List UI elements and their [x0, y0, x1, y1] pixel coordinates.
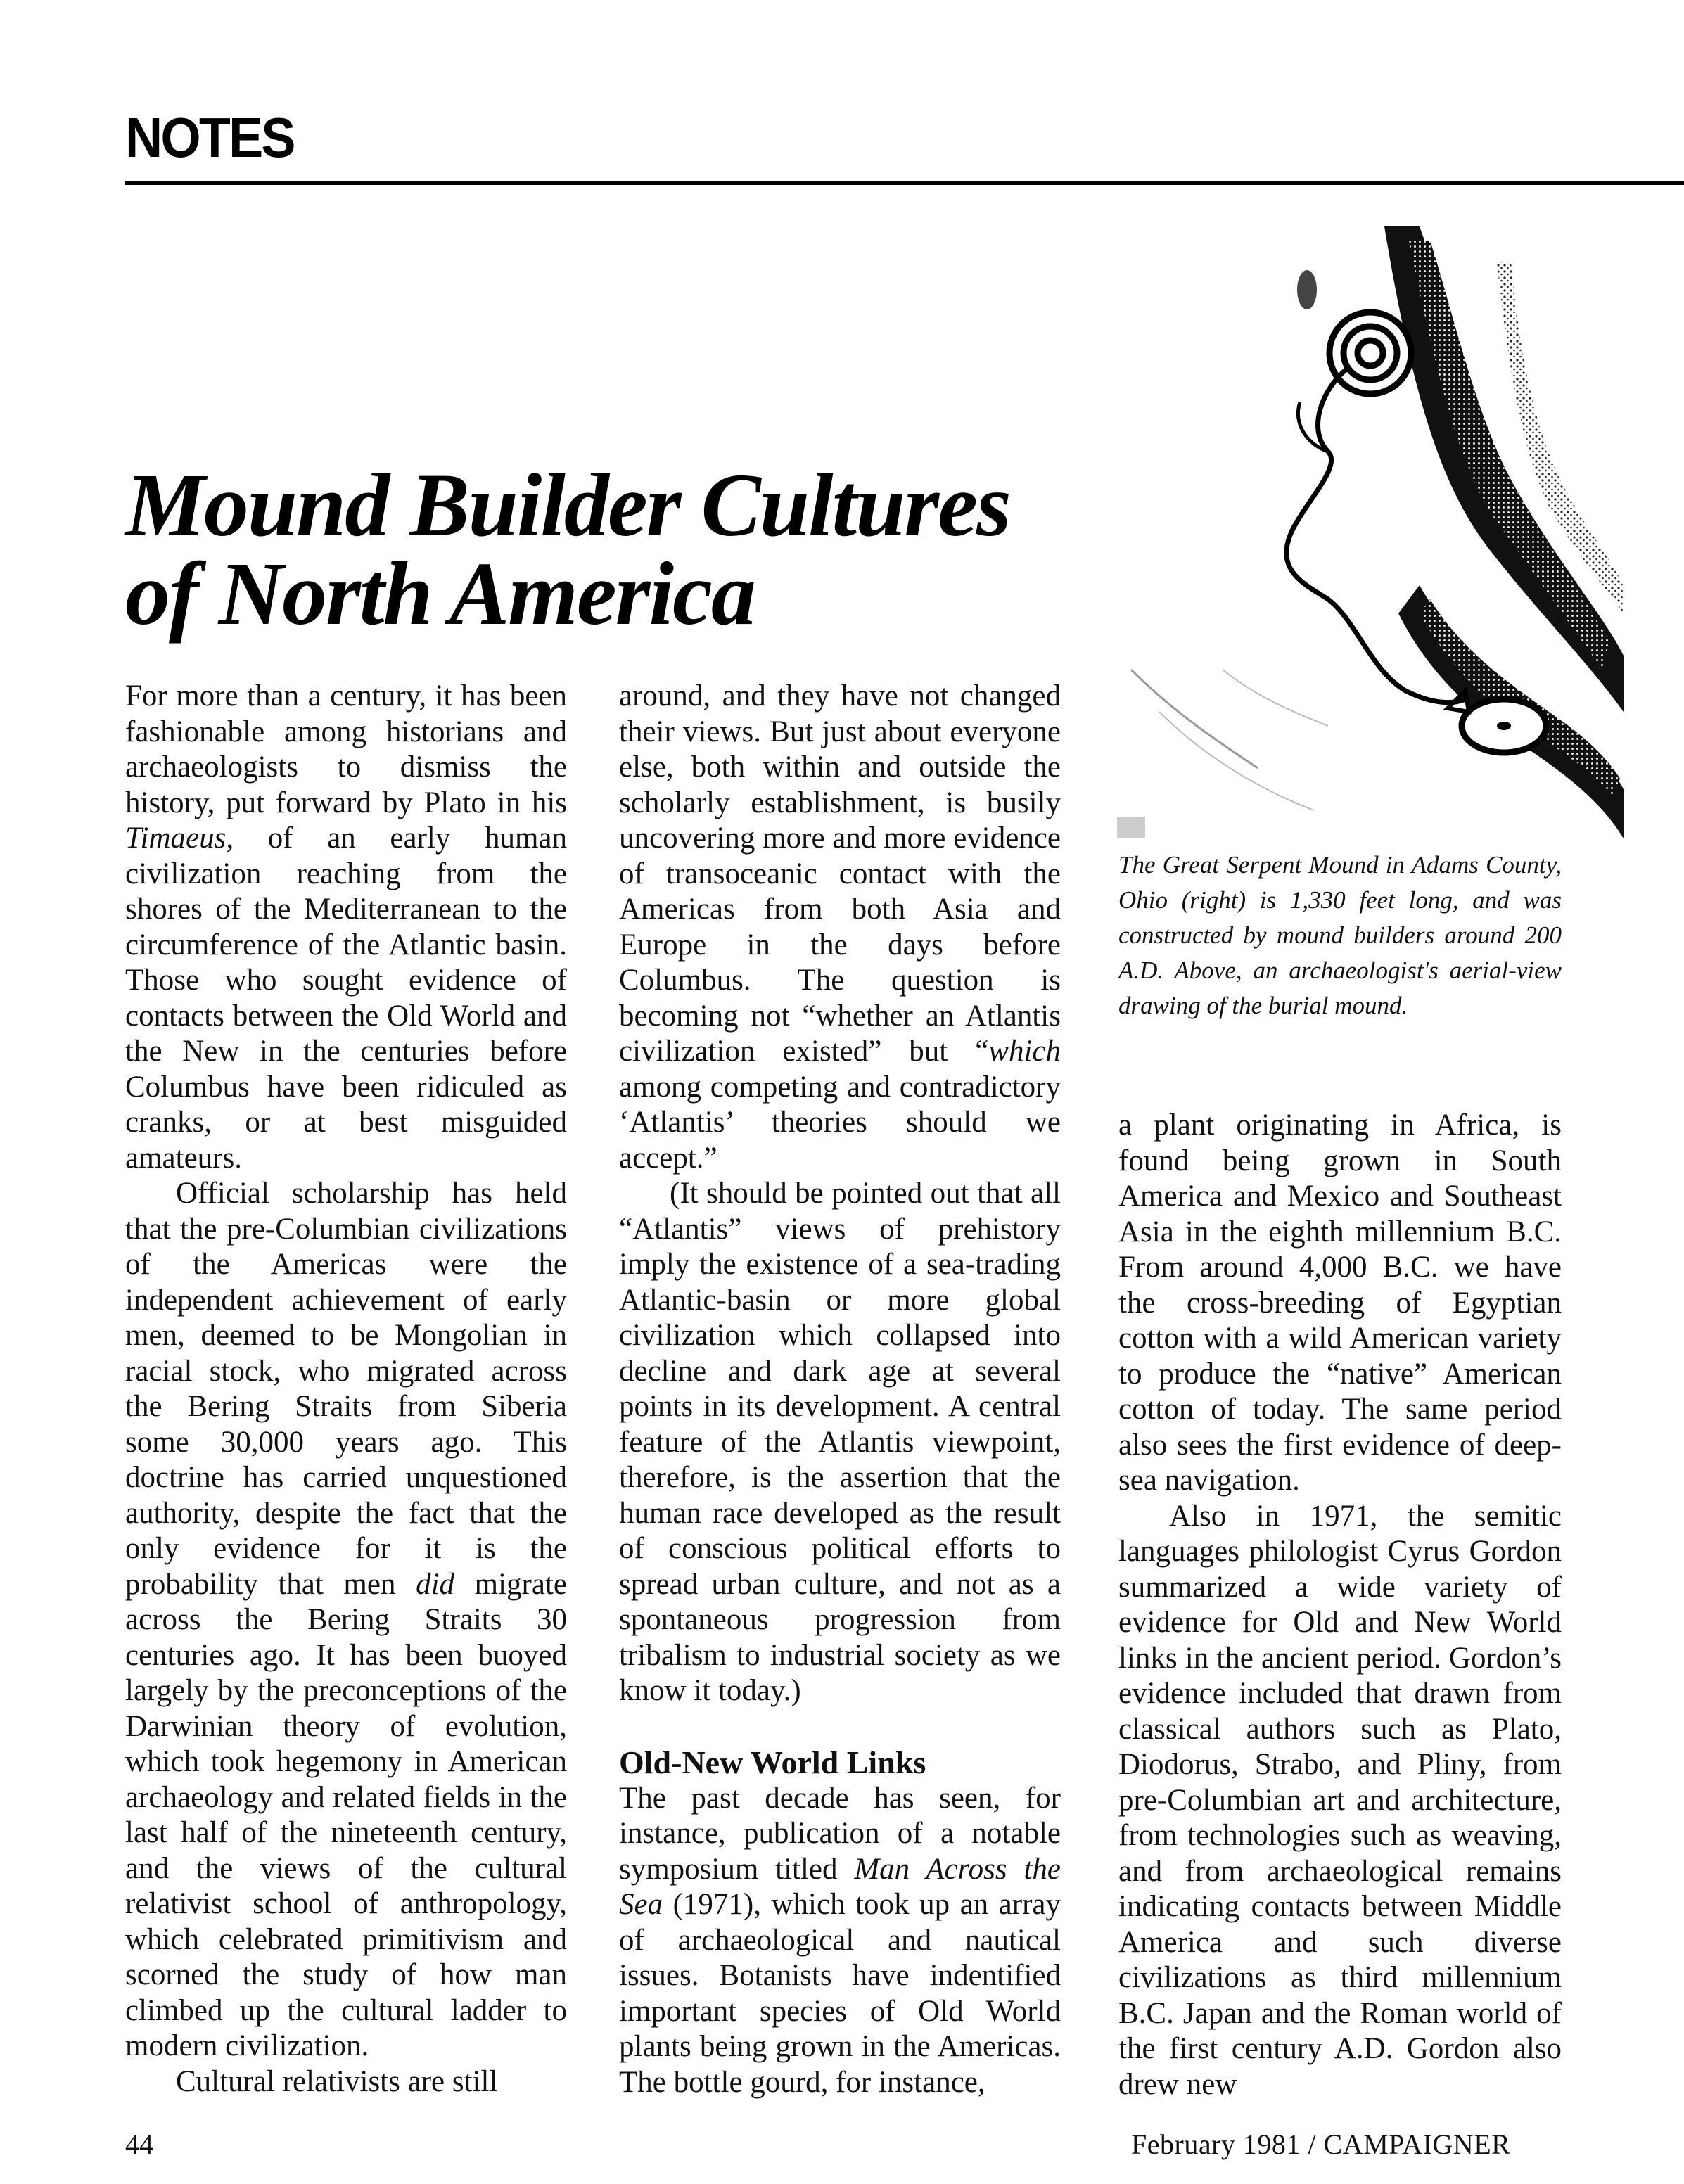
header-rule [125, 181, 1684, 185]
paragraph [125, 679, 567, 1176]
paragraph: Cultural relativists are still [176, 2064, 498, 2098]
text-run: (1971), which took up an array of archaeological and nautical issues. Botanists have indentified important species of Old World plants being grown in the Americas. The bottle gourd, for instance, [619, 1888, 1061, 2099]
text-run: around, and they have not changed their views. But just about everyone else, both within and outside the scholarly establishment, is busily uncovering more and more evidence of transoceanic contact with the Americas from both Asia and Europe in the days before Columbus. The question is becoming not “whether an Atlantis civilization existed” but “ [619, 679, 1061, 1068]
text-run: of an early human civilization reaching from the shores of the Mediterranean to the circumference of the Atlantic basin. Those who sought evidence of contacts between the Old World and the New in the centuries before Columbus have been ridiculed as cranks, or at best misguided amateurs. [125, 822, 567, 1175]
article-title [125, 455, 1124, 644]
column-1 [125, 679, 567, 2100]
text-run: The past decade has seen, for instance, publication of a notable symposium titled [619, 1781, 1061, 1886]
serpent-mound-illustration [1117, 219, 1624, 838]
emphasis: did [416, 1567, 455, 1601]
issue-label: February 1981 / CAMPAIGNER [1131, 2128, 1511, 2160]
text-run: For more than a century, it has been fashionable among historians and archaeologists to dismiss the history, put forward by Plato in his [125, 679, 567, 819]
figure-caption: The Great Serpent Mound in Adams County, Ohio (right) is 1,330 feet long, and was constructed by mound builders around 200 A.D. Above, an archaeologist's aerial-view drawing of the burial mound. [1118, 851, 1562, 1019]
emphasis: Timaeus, [125, 822, 234, 855]
emphasis: which [988, 1035, 1061, 1068]
text-run: Official scholarship has held that the pre-Columbian civilizations of the Americas were the independent achievement of early men, deemed to be Mongolian in racial stock, who migrated across the Bering Straits from Siberia some 30,000 years ago. This doctrine has carried unquestioned authority, despite the fact that the only evidence for it is the probability that men [125, 1177, 567, 1601]
paragraph [619, 679, 1061, 1176]
page-number: 44 [125, 2128, 153, 2160]
column-2 [619, 679, 1061, 2100]
title-line-2: of North America [125, 544, 755, 644]
emphasis: Man Across the Sea [619, 1852, 1061, 1921]
column-3 [1118, 1108, 1562, 2102]
section-label: NOTES [125, 106, 294, 169]
paragraph: (It should be pointed out that all “Atlantis” views of prehistory imply the existence of a sea-trading Atlantic-basin or more global civilization which collapsed into decline and dark age at several points in its development. A central feature of the Atlantis viewpoint, therefore, is the assertion that the human race developed as the result of conscious political efforts to spread urban culture, and not as a spontaneous progression from tribalism to industrial society as we know it today.) [619, 1177, 1061, 1707]
paragraph [619, 1781, 1061, 2101]
paragraph [125, 1176, 567, 2064]
title-line-1: Mound Builder Cultures [125, 455, 1010, 555]
text-run: among competing and contradictory ‘Atlantis’ theories should we accept.” [619, 1070, 1061, 1175]
subheading: Old-New World Links [619, 1744, 926, 1780]
paragraph: Also in 1971, the semitic languages philologist Cyrus Gordon summarized a wide variety of evidence for Old and New World links in the ancient period. Gordon’s evidence included that drawn from classical authors such as Plato, Diodorus, Strabo, and Pliny, from pre-Columbian art and architecture, from technologies such as weaving, and from archaeological remains indicating contacts between Middle America and such diverse civilizations as third millennium B.C. Japan and the Roman world of the first century A.D. Gordon also drew new [1118, 1499, 1562, 2101]
text-run: migrate across the Bering Straits 30 centuries ago. It has been buoyed largely by the preconceptions of the Darwinian theory of evolution, which took hegemony in American archaeology and related fields in the last half of the nineteenth century, and the views of the cultural relativist school of anthropology, which celebrated primitivism and scorned the study of how man climbed up the cultural ladder to modern civilization. [125, 1567, 567, 2062]
paragraph: a plant originating in Africa, is found being grown in South America and Mexico and Southeast Asia in the eighth millennium B.C. From around 4,000 B.C. we have the cross-breeding of Egyptian cotton with a wild American variety to produce the “native” American cotton of today. The same period also sees the first evidence of deep-sea navigation. [1118, 1109, 1562, 1497]
